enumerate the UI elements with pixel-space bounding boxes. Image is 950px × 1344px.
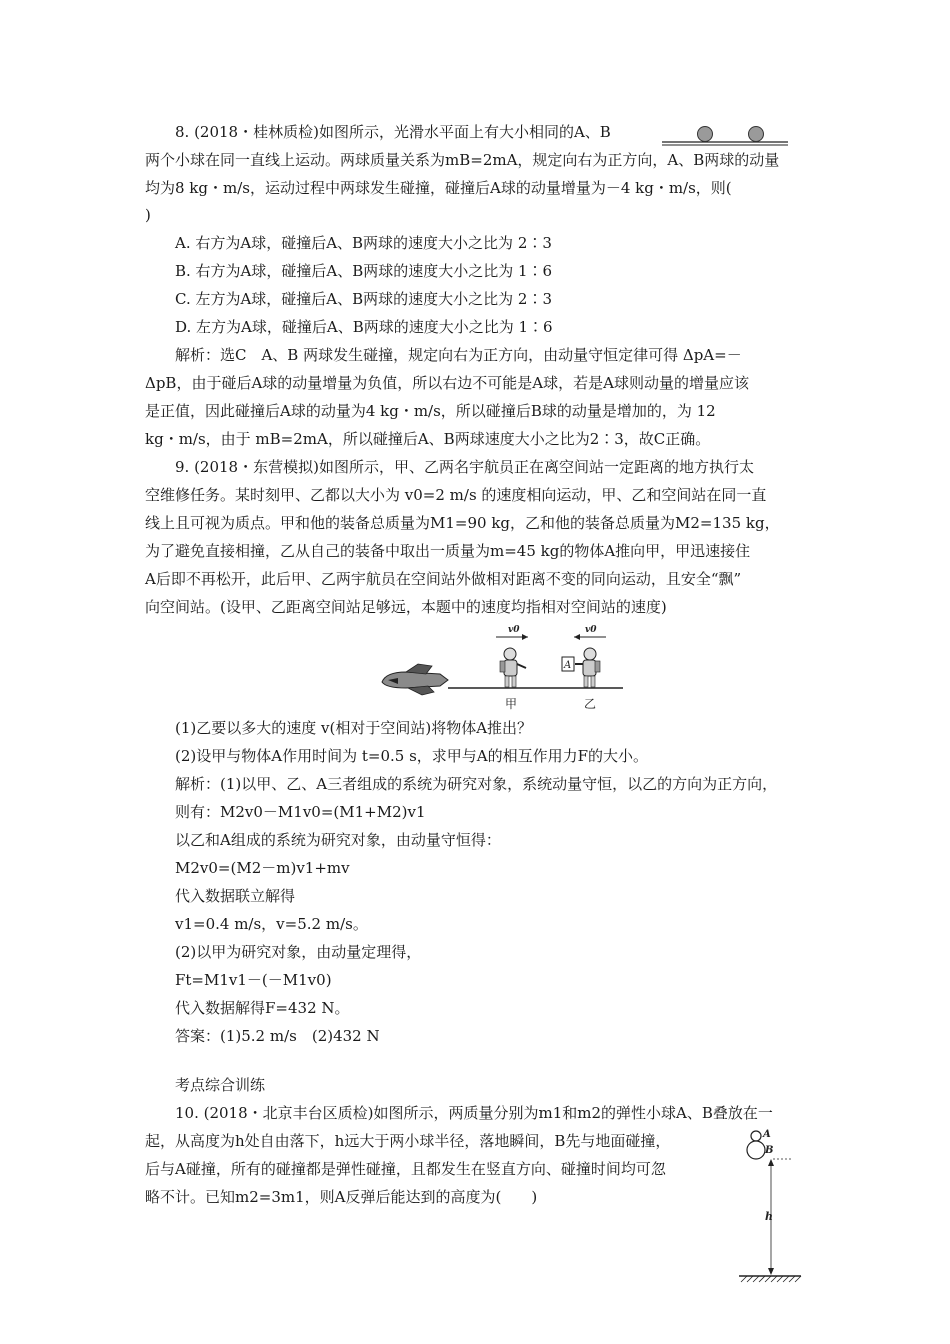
q9-stem-6: 向空间站。(设甲、乙距离空间站足够远，本题中的速度均指相对空间站的速度) [145,598,667,616]
q9-solution-4: M2v0=(M2－m)v1+mv [175,859,350,877]
q9-solution-7: (2)以甲为研究对象，由动量定理得， [175,943,422,961]
q8-analysis-4: kg・m/s，由于 mB=2mA，所以碰撞后A、B两球速度大小之比为2∶3，故C正确。 [145,430,711,448]
q9-stem-3: 线上且可视为质点。甲和他的装备总质量为M1=90 kg，乙和他的装备总质量为M2=135 kg， [145,514,780,532]
q9-answer: 答案：(1)5.2 m/s (2)432 N [175,1027,380,1045]
q9-solution-1: 解析：(1)以甲、乙、A三者组成的系统为研究对象，系统动量守恒，以乙的方向为正方向， [175,775,778,793]
height-label: h [765,1210,773,1223]
q8-option-d: D. 左方为A球，碰撞后A、B两球的速度大小之比为 1∶6 [175,318,553,336]
q9-question-2: (2)设甲与物体A作用时间为 t=0.5 s，求甲与A的相互作用力F的大小。 [175,747,649,765]
label-yi: 乙 [584,697,597,711]
q9-stem-5: A后即不再松开，此后甲、乙两宇航员在空间站外做相对距离不变的同向运动，且安全“飘” [145,570,742,588]
q9-stem-4: 为了避免直接相撞，乙从自己的装备中取出一质量为m=45 kg的物体A推向甲，甲迅速接住 [145,542,751,560]
q8-line-3: 均为8 kg・m/s，运动过程中两球发生碰撞，碰撞后A球的动量增量为－4 kg・m/s，则( [145,179,732,197]
box-a-label: A [564,660,572,671]
astronaut-yi-icon [575,648,600,687]
space-station-icon [382,664,448,695]
v0-label-jia: v0 [508,625,520,635]
two-balls-figure [660,118,790,148]
q10-stem-2: 起，从高度为h处自由落下，h远大于两小球半径，落地瞬间，B先与地面碰撞， [145,1132,671,1150]
ball-b-label: B [765,1145,774,1156]
q10-stem-4: 略不计。已知m2=3m1，则A反弹后能达到的高度为( ) [145,1188,538,1206]
q9-solution-5: 代入数据联立解得 [175,887,296,905]
q10-stem-1: 10. (2018・北京丰台区质检)如图所示，两质量分别为m1和m2的弹性小球A、B叠放在一 [175,1104,773,1122]
q8-analysis-3: 是正值，因此碰撞后A球的动量为4 kg・m/s，所以碰撞后B球的动量是增加的，为 12 [145,402,716,420]
v0-label-yi: v0 [585,625,597,635]
q9-stem-1: 9. (2018・东营模拟)如图所示，甲、乙两名宇航员正在离空间站一定距离的地方执行太 [175,458,754,476]
q8-option-a: A. 右方为A球，碰撞后A、B两球的速度大小之比为 2∶3 [175,234,552,252]
q9-solution-8: Ft=M1v1－(－M1v0) [175,971,332,989]
section-title: 考点综合训练 [175,1076,266,1094]
ball-a-label: A [763,1129,771,1140]
q8-analysis-2: ΔpB，由于碰后A球的动量增量为负值，所以右边不可能是A球，若是A球则动量的增量应该 [145,374,749,392]
q8-analysis-1: 解析：选C A、B 两球发生碰撞，规定向右为正方向，由动量守恒定律可得 ΔpA=－ [175,346,742,364]
q9-solution-6: v1=0.4 m/s，v=5.2 m/s。 [175,915,368,933]
q9-solution-2: 则有：M2v0－M1v0=(M1+M2)v1 [175,803,426,821]
q9-question-1: (1)乙要以多大的速度 v(相对于空间站)将物体A推出？ [175,719,533,737]
q9-stem-2: 空维修任务。某时刻甲、乙都以大小为 v0=2 m/s 的速度相向运动，甲、乙和空间站在同一直 [145,486,767,504]
q10-stem-3: 后与A碰撞，所有的碰撞都是弹性碰撞，且都发生在竖直方向、碰撞时间均可忽 [145,1160,666,1178]
q8-line-4: ) [145,206,151,224]
astronaut-figure [378,620,628,715]
q8-option-b: B. 右方为A球，碰撞后A、B两球的速度大小之比为 1∶6 [175,262,553,280]
q8-line-1: 8. (2018・桂林质检)如图所示，光滑水平面上有大小相同的A、B [175,123,611,141]
stacked-balls-figure [735,1128,805,1288]
q9-solution-9: 代入数据解得F=432 N。 [175,999,350,1017]
q8-option-c: C. 左方为A球，碰撞后A、B两球的速度大小之比为 2∶3 [175,290,553,308]
label-jia: 甲 [505,697,518,711]
q9-solution-3: 以乙和A组成的系统为研究对象，由动量守恒得： [175,831,501,849]
astronaut-jia-icon [500,648,526,687]
q8-line-2: 两个小球在同一直线上运动。两球质量关系为mB=2mA，规定向右为正方向，A、B两球的动量 [145,151,780,169]
